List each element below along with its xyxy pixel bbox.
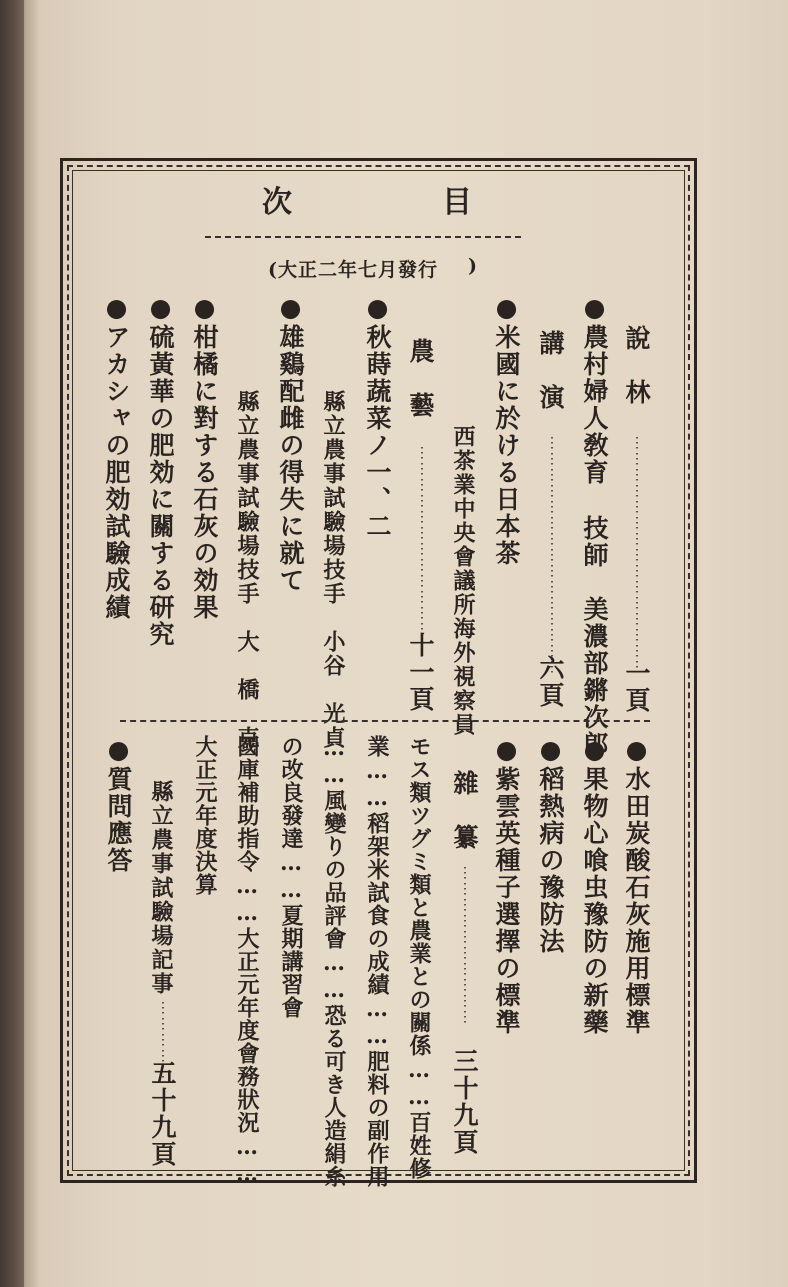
zatsuroku-line-4: の改良發達……夏期講習會	[278, 735, 304, 1019]
toc-item-inenetsubyou: ●稻熱病の豫防法	[536, 735, 565, 955]
section-zatsuroku: 雜 纂	[450, 770, 479, 851]
toc-item-kankitsu-sekkai: ●柑橘に對する石灰の効果	[190, 293, 219, 621]
setsurin-page: 一頁	[622, 660, 651, 714]
toc-item-yuukei-haishi: ●雄鷄配雌の得失に就て	[276, 293, 305, 594]
toc-item-shitsumon-outou: ●質問應答	[104, 735, 133, 874]
toc-item-iouka-hikou: ●硫黃華の肥効に關する研究	[146, 293, 175, 648]
toc-item-shiunei-shushi: ●紫雲英種子選擇の標準	[492, 735, 521, 1036]
nougei-page: 十一頁	[406, 632, 435, 713]
kouen-page: 六頁	[536, 655, 565, 709]
toc-item-shuuji-sosai: ●秋蒔蔬菜ノ一、二	[363, 293, 392, 540]
author-minobe: 技師 美濃部鏘次郎	[580, 515, 609, 758]
zatsuroku-leader-dots: ⋮⋮⋮⋮⋮⋮⋮⋮⋮⋮	[457, 865, 473, 1025]
zatsuroku-line-3: ……風變りの品評會……恐る可き人造絹糸	[321, 735, 347, 1188]
zatsuroku-line-1: モス類ツグミ類と農業との關係……百姓修	[406, 735, 432, 1180]
title-underline	[205, 236, 521, 238]
author-kotani: 縣立農事試驗場技手 小谷 光貞	[320, 390, 346, 750]
section-kouen: 講 演	[536, 330, 565, 411]
toc-item-kudamono-shinkuimushi: ●果物心喰虫豫防の新藥	[580, 735, 609, 1036]
toc-item-beikoku-nihoncha: ●米國に於ける日本茶	[492, 293, 521, 567]
kessan-line: 大正元年度決算	[192, 735, 218, 896]
kenritsu-kiji-page: 五十九頁	[148, 1060, 177, 1168]
title-right-char: 目	[442, 185, 472, 220]
author-chagyo-kaigisho: 西茶業中央會議所海外視察員	[450, 425, 476, 737]
kokko-hojo-line: 國庫補助指令……大正元年度會務狀況……	[234, 735, 260, 1188]
publication-date: (大正二年七月發行	[268, 259, 438, 281]
publication-date-close: )	[468, 255, 477, 277]
kouen-leader-dots: ⋮⋮⋮⋮⋮⋮⋮⋮⋮⋮⋮⋮⋮⋮⋮	[544, 435, 560, 675]
toc-item-acacia-hikou: ●アカシャの肥効試驗成績	[102, 293, 131, 621]
kenritsu-kiji-label: 縣立農事試驗場記事	[148, 780, 174, 996]
section-divider	[120, 720, 650, 722]
nougei-leader-dots: ⋮⋮⋮⋮⋮⋮⋮⋮⋮⋮⋮⋮	[414, 445, 430, 637]
section-setsurin: 說 林	[622, 325, 651, 406]
toc-item-nouson-fujin: ●農村婦人敎育	[580, 293, 609, 486]
zatsuroku-line-2: 業……稻架米試食の成績……肥料の副作用	[364, 735, 390, 1188]
toc-item-suiden-tansan: ●水田炭酸石灰施用標準	[622, 735, 651, 1036]
setsurin-leader-dots: ⋮⋮⋮⋮⋮⋮⋮⋮⋮⋮⋮⋮⋮⋮⋮	[629, 435, 645, 675]
section-nougei: 農 藝	[406, 338, 435, 419]
zatsuroku-page: 三十九頁	[450, 1048, 479, 1156]
book-binding-edge	[0, 0, 24, 1287]
kenritsu-leader-dots: ⋮⋮⋮⋮⋮	[155, 1000, 171, 1080]
title-left-char: 次	[262, 185, 292, 220]
author-oohashi: 縣立農事試驗場技手 大 橋 克	[234, 390, 260, 750]
